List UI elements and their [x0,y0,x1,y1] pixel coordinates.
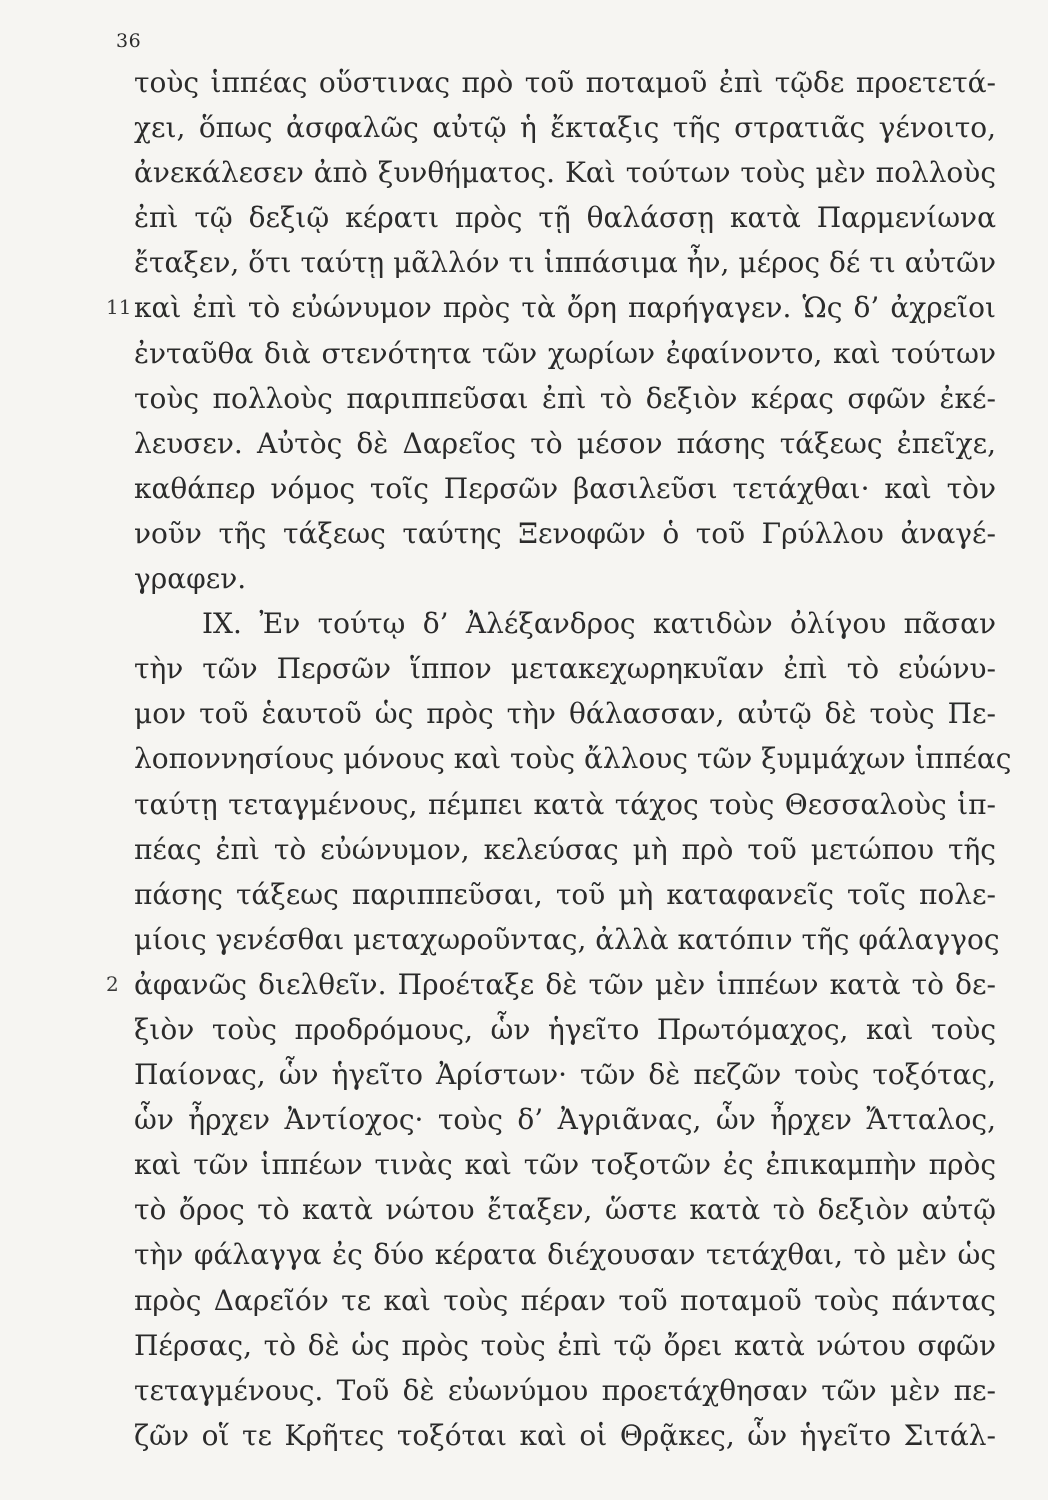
line-text: IX. Ἐν τούτῳ δ’ Ἀλέξανδρος κατιδὼν ὀλίγου πᾶσαν [202,607,996,641]
text-line [134,331,996,376]
line-text: μον τοῦ ἑαυτοῦ ὡς πρὸς τὴν θάλασσαν, αὐτῷ δὲ τοὺς Πε- [134,697,996,731]
text-line [106,285,996,330]
text-line [134,1142,996,1187]
line-text: Πέρσας, τὸ δὲ ὡς πρὸς τοὺς ἐπὶ τῷ ὄρει κατὰ νώτου σφῶν [134,1328,996,1362]
page-number: 36 [116,30,142,52]
text-line [134,1232,996,1277]
text-line [134,1413,996,1458]
line-text: ζῶν οἵ τε Κρῆτες τοξόται καὶ οἱ Θρᾷκες, ὧν ἡγεῖτο Σιτάλ- [134,1418,996,1452]
line-text: ἀφανῶς διελθεῖν. Προέταξε δὲ τῶν μὲν ἱππέων κατὰ τὸ δε- [134,967,996,1001]
line-text: τεταγμένους. Τοῦ δὲ εὐωνύμου προετάχθησαν τῶν μὲν πε- [134,1373,996,1407]
text-line [134,691,996,736]
line-text: πέας ἐπὶ τὸ εὐώνυμον, κελεύσας μὴ πρὸ τοῦ μετώπου τῆς [134,832,996,866]
line-text: τὴν φάλαγγα ἐς δύο κέρατα διέχουσαν τετάχθαι, τὸ μὲν ὡς [134,1238,996,1272]
text-line [134,1278,996,1323]
line-text: καὶ ἐπὶ τὸ εὐώνυμον πρὸς τὰ ὄρη παρήγαγεν. Ὡς δ’ ἀχρεῖοι [134,291,996,325]
line-text: ἐνταῦθα διὰ στενότητα τῶν χωρίων ἐφαίνοντο, καὶ τούτων [134,336,996,370]
line-text: χει, ὅπως ἀσφαλῶς αὐτῷ ἡ ἔκταξις τῆς στρατιᾶς γένοιτο, [134,111,996,145]
line-text: γραφεν. [134,562,247,596]
line-text: τοὺς πολλοὺς παριππεῦσαι ἐπὶ τὸ δεξιὸν κέρας σφῶν ἐκέ- [134,381,996,415]
text-line [134,376,996,421]
line-text: Παίονας, ὧν ἡγεῖτο Ἀρίστων· τῶν δὲ πεζῶν τοὺς τοξότας, [134,1058,996,1092]
line-text: καθάπερ νόμος τοῖς Περσῶν βασιλεῦσι τετάχθαι· καὶ τὸν [134,471,996,505]
text-line [134,1323,996,1368]
text-line [134,872,996,917]
line-text: νοῦν τῆς τάξεως ταύτης Ξενοφῶν ὁ τοῦ Γρύλλου ἀναγέ- [134,516,996,550]
text-line [134,601,996,646]
section-number: 11 [106,295,132,320]
text-line [134,60,996,105]
text-block [106,60,1012,1458]
text-line [134,105,996,150]
text-line [134,1052,996,1097]
text-line [134,736,1012,781]
line-text: ἐπὶ τῷ δεξιῷ κέρατι πρὸς τῇ θαλάσσῃ κατὰ Παρμενίωνα [134,201,996,235]
line-text: τὴν τῶν Περσῶν ἵππον μετακεχωρηκυῖαν ἐπὶ τὸ εὐώνυ- [134,652,996,686]
line-text: ξιὸν τοὺς προδρόμους, ὧν ἡγεῖτο Πρωτόμαχος, καὶ τοὺς [134,1012,996,1046]
text-line [134,827,996,872]
line-text: λευσεν. Αὐτὸς δὲ Δαρεῖος τὸ μέσον πάσης τάξεως ἐπεῖχε, [134,426,996,460]
text-line [134,421,996,466]
section-number: 2 [106,971,119,996]
text-line [134,1097,996,1142]
line-text: τοὺς ἱππέας οὕστινας πρὸ τοῦ ποταμοῦ ἐπὶ τῷδε προετετά- [134,66,996,99]
line-text: πάσης τάξεως παριππεῦσαι, τοῦ μὴ καταφανεῖς τοῖς πολε- [134,877,996,911]
text-line [134,1187,996,1232]
text-line [134,240,996,285]
line-text: ὧν ἦρχεν Ἀντίοχος· τοὺς δ’ Ἀγριᾶνας, ὧν ἦρχεν Ἄτταλος, [134,1103,996,1137]
text-line [134,195,996,240]
text-line [134,917,1000,962]
text-line [134,511,996,556]
text-line [134,1368,996,1413]
line-text: λοποννησίους μόνους καὶ τοὺς ἄλλους τῶν ξυμμάχων ἱππέας [134,742,1012,776]
line-text: ταύτῃ τεταγμένους, πέμπει κατὰ τάχος τοὺς Θεσσαλοὺς ἱπ- [134,787,996,821]
line-text: μίοις γενέσθαι μεταχωροῦντας, ἀλλὰ κατόπιν τῆς φάλαγγος [134,922,1000,956]
text-line [134,556,996,601]
text-line [134,782,996,827]
text-line [134,466,996,511]
line-text: τὸ ὄρος τὸ κατὰ νώτου ἔταξεν, ὥστε κατὰ τὸ δεξιὸν αὐτῷ [134,1193,996,1227]
line-text: πρὸς Δαρεῖόν τε καὶ τοὺς πέραν τοῦ ποταμοῦ τοὺς πάντας [134,1283,996,1317]
text-line [106,962,996,1007]
text-line [134,1007,996,1052]
line-text: καὶ τῶν ἱππέων τινὰς καὶ τῶν τοξοτῶν ἐς ἐπικαμπὴν πρὸς [134,1148,996,1182]
text-line [134,150,996,195]
text-line [134,646,996,691]
line-text: ἔταξεν, ὅτι ταύτῃ μᾶλλόν τι ἱππάσιμα ἦν, μέρος δέ τι αὐτῶν [134,246,996,280]
line-text: ἀνεκάλεσεν ἀπὸ ξυνθήματος. Καὶ τούτων τοὺς μὲν πολλοὺς [134,156,996,190]
